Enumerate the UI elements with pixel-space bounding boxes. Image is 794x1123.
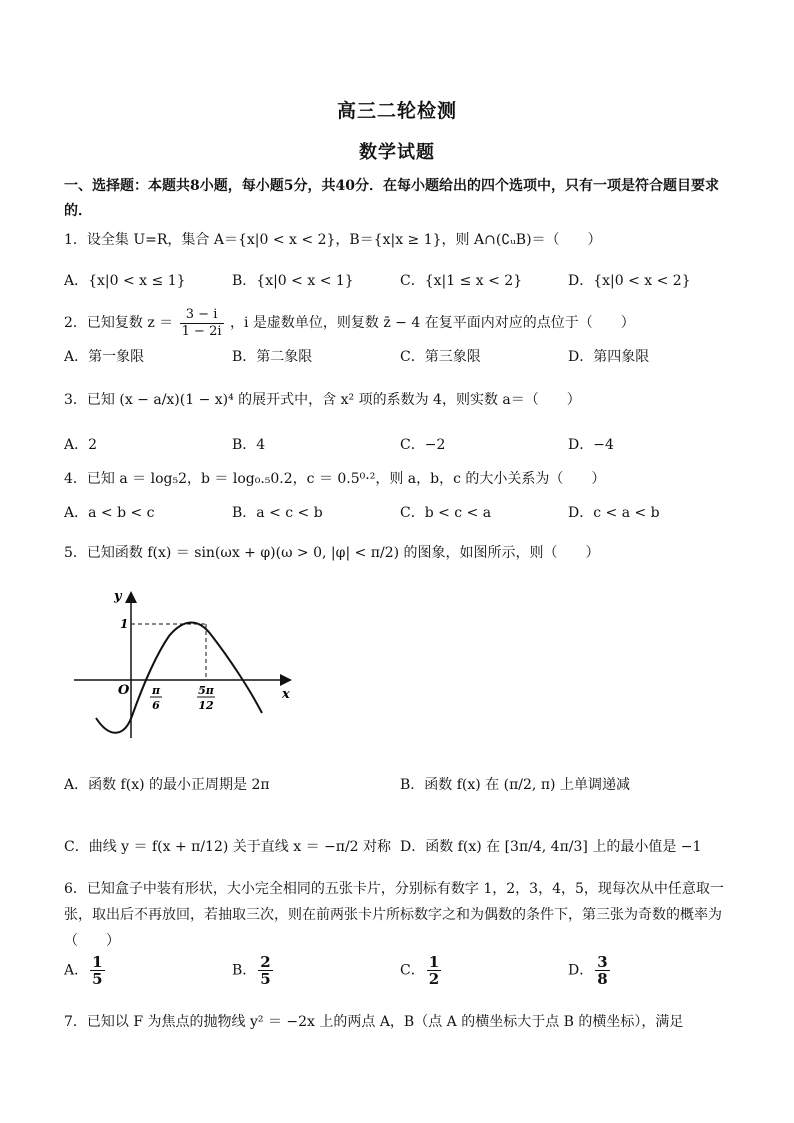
z-numerator: 3 − i	[180, 307, 224, 324]
option-a: A．2	[64, 437, 98, 453]
x-tick-1-num: π	[151, 684, 161, 697]
denominator: 5	[260, 970, 271, 988]
option-d: D．第四象限	[568, 349, 650, 365]
option-b: B．4	[232, 437, 266, 453]
z-fraction	[180, 307, 224, 340]
numerator: 2	[260, 953, 271, 971]
numerator: 1	[92, 953, 103, 971]
sine-curve	[96, 623, 262, 733]
numerator: 1	[428, 953, 440, 971]
option-b-fraction	[258, 954, 272, 987]
question-3-stem: 3．已知 (x − a/x)(1 − x)⁴ 的展开式中，含 x² 项的系数为 4，则实数 a＝（ ）	[64, 392, 581, 408]
section-heading: 一、选择题：本题共8小题，每小题5分，共40分．在每小题给出的四个选项中，只有一项是符合题目要求的．	[64, 178, 719, 219]
option-c: C．曲线 y ＝ f(x + π/12) 关于直线 x ＝ −π/2 对称	[64, 839, 392, 855]
denominator: 8	[597, 970, 608, 988]
option-d: D．{x|0 < x < 2}	[568, 273, 691, 289]
option-d: D．c < a < b	[568, 505, 660, 521]
question-2-prefix: 2．已知复数 z ＝	[64, 315, 174, 331]
sine-graph-figure	[64, 588, 304, 748]
question-4-options	[64, 498, 744, 528]
option-a: A．函数 f(x) 的最小正周期是 2π	[64, 777, 270, 793]
option-c	[400, 954, 443, 987]
option-d: D．−4	[568, 437, 614, 453]
question-2-stem	[64, 306, 744, 340]
option-a	[64, 954, 107, 987]
question-2-suffix: ，i 是虚数单位，则复数 z̄ − 4 在复平面内对应的点位于（ ）	[229, 315, 635, 331]
x-tick-1-den: 6	[152, 699, 160, 712]
question-1-stem: 1．设全集 U=R，集合 A＝{x|0 < x < 2}，B＝{x|x ≥ 1}，则 A∩(∁ᵤB)＝（ ）	[64, 232, 602, 248]
option-c-label: C．	[400, 962, 425, 979]
option-a-fraction	[90, 954, 104, 987]
option-c: C．第三象限	[400, 349, 481, 365]
option-a: A．第一象限	[64, 349, 145, 365]
x-tick-2-num: 5π	[198, 684, 214, 697]
option-a: A．{x|0 < x ≤ 1}	[64, 273, 186, 289]
option-d: D．函数 f(x) 在 [3π/4, 4π/3] 上的最小值是 −1	[400, 839, 702, 855]
option-a-label: A．	[64, 962, 89, 979]
option-c-fraction	[427, 954, 441, 987]
question-6-stem: 6．已知盒子中装有形状，大小完全相同的五张卡片，分别标有数字 1，2，3，4，5，现每次从中任意取一张，取出后不再放回，若抽取三次，则在前两张卡片所标数字之和为偶数的条件下，第三张为奇数的概率为（ ）	[64, 881, 724, 949]
question-3-options	[64, 430, 744, 460]
option-b: B．函数 f(x) 在 (π/2, π) 上单调递减	[400, 777, 630, 793]
question-5-options-row2	[64, 832, 744, 862]
option-a: A．a < b < c	[64, 505, 155, 521]
origin-label: O	[118, 683, 130, 698]
question-1-options	[64, 266, 744, 296]
z-denominator: 1 − 2i	[181, 323, 222, 339]
question-5-options-row1	[64, 770, 744, 800]
denominator: 5	[92, 970, 103, 988]
page-subtitle: 数学试题	[359, 142, 435, 163]
option-b	[232, 954, 275, 987]
option-b: B．a < c < b	[232, 505, 323, 521]
option-c: C．b < c < a	[400, 505, 492, 521]
question-7-stem: 7．已知以 F 为焦点的抛物线 y² ＝ −2x 上的两点 A，B（点 A 的横坐标大于点 B 的横坐标），满足	[64, 1014, 684, 1030]
question-4-stem: 4．已知 a ＝ log₅2，b ＝ log₀.₅0.2，c ＝ 0.5⁰·²，则 a，b，c 的大小关系为（ ）	[64, 471, 606, 487]
numerator: 3	[597, 953, 608, 971]
option-c: C．{x|1 ≤ x < 2}	[400, 273, 523, 289]
option-b-label: B．	[232, 962, 257, 979]
option-d-fraction	[595, 954, 609, 987]
question-2-options	[64, 342, 744, 372]
option-c: C．−2	[400, 437, 446, 453]
x-tick-2-den: 12	[198, 699, 214, 712]
denominator: 2	[428, 970, 440, 988]
page-title: 高三二轮检测	[336, 100, 457, 122]
y-axis-label: y	[114, 589, 122, 604]
question-5-stem: 5．已知函数 f(x) ＝ sin(ωx + φ)(ω > 0, |φ| < π/2) 的图象，如图所示，则（ ）	[64, 545, 600, 561]
option-d-label: D．	[568, 962, 594, 979]
question-6-options	[64, 954, 744, 994]
option-b: B．{x|0 < x < 1}	[232, 273, 354, 289]
option-b: B．第二象限	[232, 349, 313, 365]
option-d	[568, 954, 612, 987]
y-tick-1: 1	[120, 617, 129, 631]
x-axis-label: x	[282, 687, 290, 702]
